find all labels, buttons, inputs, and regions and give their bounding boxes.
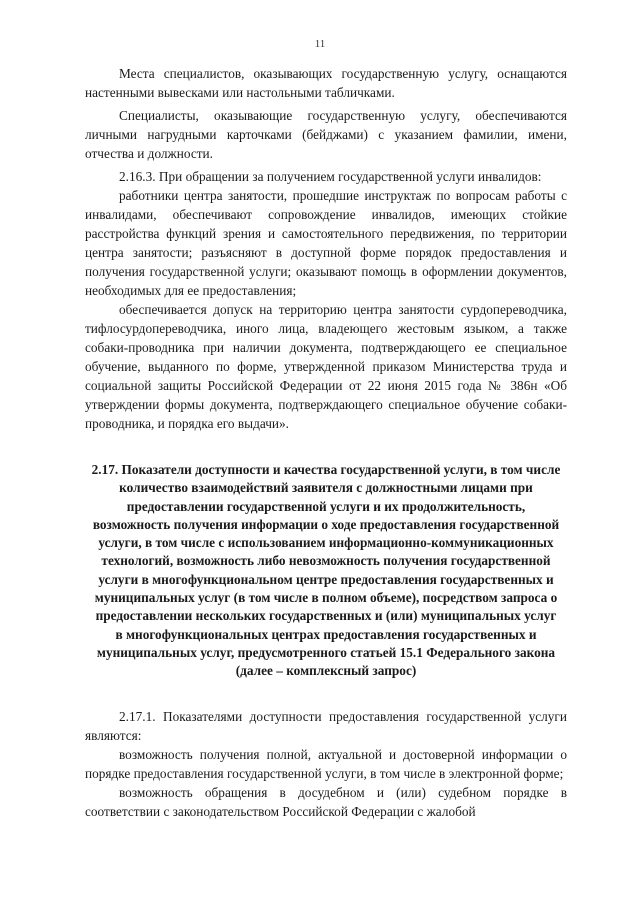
document-body	[85, 64, 567, 821]
paragraph-employment-workers: работники центра занятости, прошедшие инструктаж по вопросам работы с инвалидами, обеспечивают сопровождение инвалидов, имеющих стойкие расстройства функций зрения и самостоятельного передвижения, по территории центра занятости; разъясняют в доступной форме порядок предоставления и получения государственной услуги; оказывают помощь в оформлении документов, необходимых для ее предоставления;	[85, 188, 567, 298]
paragraph-access-admission: обеспечивается допуск на территорию центра занятости сурдопереводчика, тифлосурдопереводчика, иного лица, владеющего жестовым языком, а также собаки-проводника при наличии документа, подтверждающего ее специальное обучение, выданного по форме, утвержденной приказом Министерства труда и социальной защиты Российской Федерации от 22 июня 2015 года № 386н «Об утверждении формы документа, подтверждающего специальное обучение собаки-проводника, и порядка его выдачи».	[85, 302, 567, 431]
section-heading-2-17: 2.17. Показатели доступности и качества государственной услуги, в том числе количество взаимодействий заявителя с должностными лицами при предоставлении государственной услуги и их продолжительность, возможность получения информации о ходе предоставления государственной услуги, в том числе с использованием информационно-коммуникационных технологий, возможность либо невозможность получения государственной услуги в многофункциональном центре предоставления государственных и муниципальных услуг (в том числе в полном объеме), посредством запроса о предоставлении нескольких государственных и (или) муниципальных услуг в многофункциональных центрах предоставления государственных и муниципальных услуг, предусмотренного статьей 15.1 Федерального закона (далее – комплексный запрос)	[91, 462, 561, 679]
paragraph-specialist-places: Места специалистов, оказывающих государственную услугу, оснащаются настенными вывесками или настольными табличками.	[85, 66, 567, 100]
page-number: 11	[314, 38, 326, 50]
paragraph-info-access: возможность получения полной, актуальной и достоверной информации о порядке предоставления государственной услуги, в том числе в электронной форме;	[85, 746, 567, 781]
paragraph-2-17-1: 2.17.1. Показателями доступности предоставления государственной услуги являются:	[85, 708, 567, 743]
paragraph-specialist-badges: Специалисты, оказывающие государственную услугу, обеспечиваются личными нагрудными карточками (бейджами) с указанием фамилии, имени, отчества и должности.	[85, 108, 567, 161]
paragraph-appeal: возможность обращения в досудебном и (или) судебном порядке в соответствии с законодательством Российской Федерации с жалобой	[85, 784, 567, 819]
paragraph-2-16-3: 2.16.3. При обращении за получением государственной услуги инвалидов:	[119, 169, 542, 184]
